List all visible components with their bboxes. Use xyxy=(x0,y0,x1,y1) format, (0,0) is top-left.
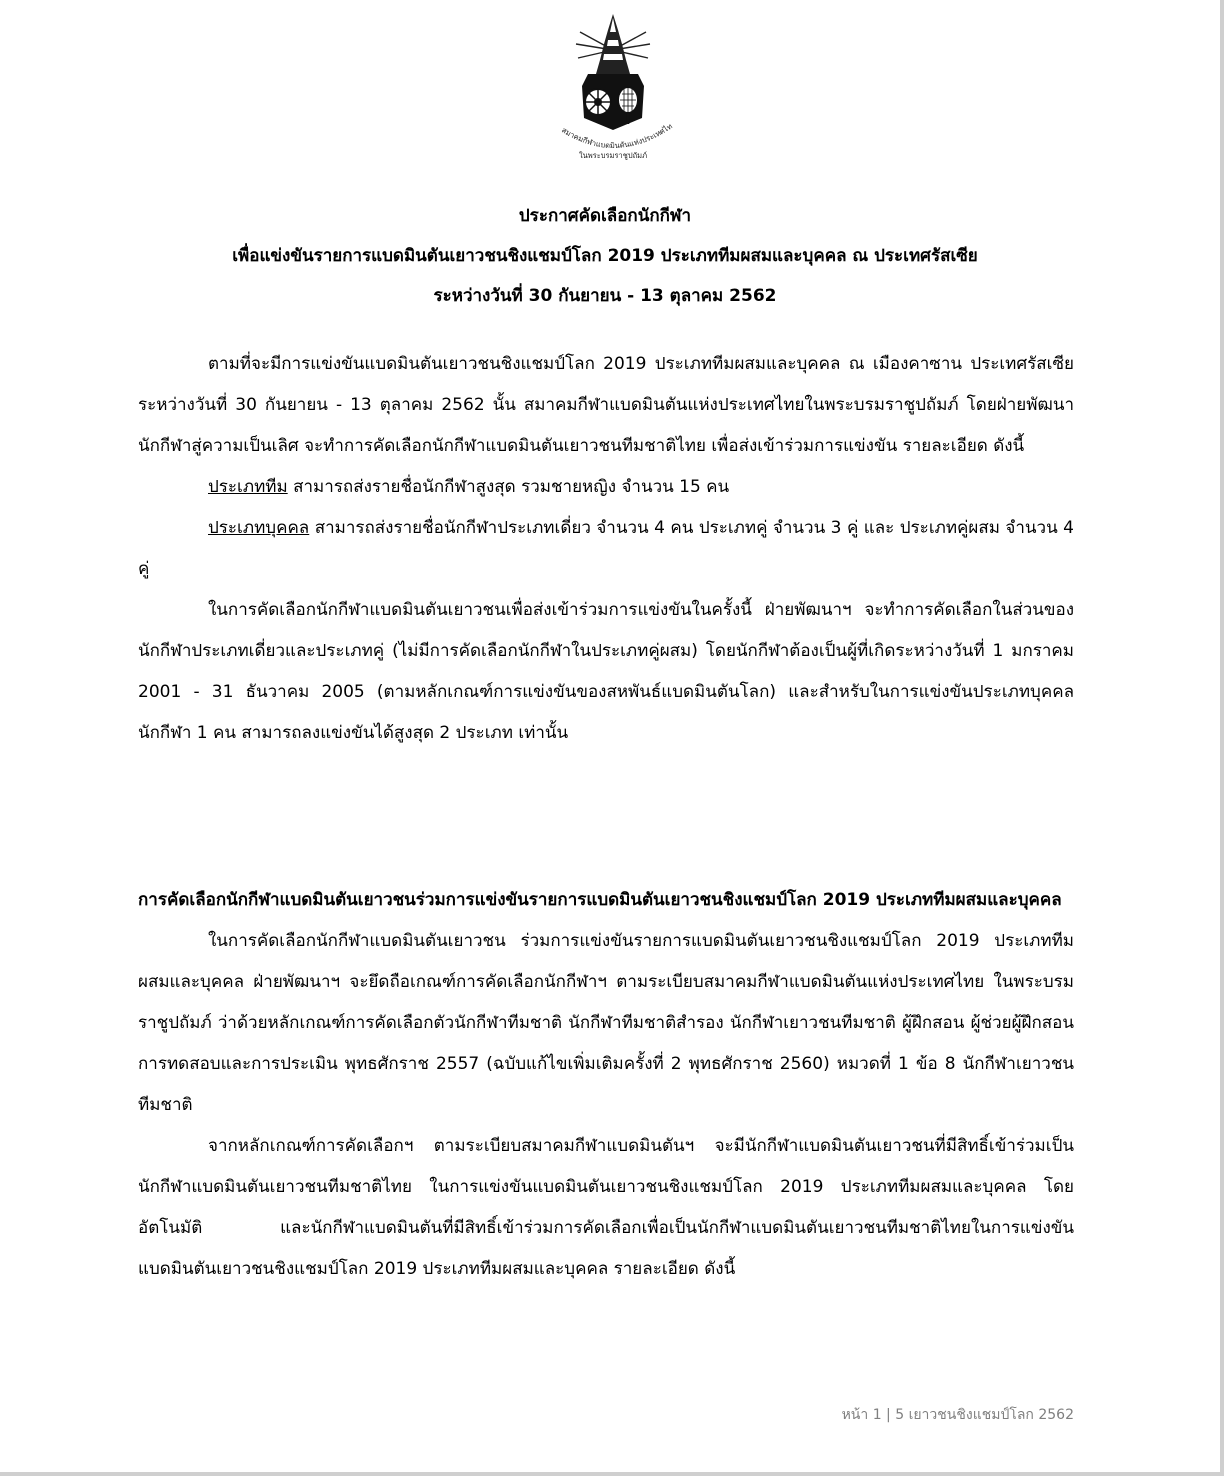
individual-category-line xyxy=(138,508,1074,590)
selection-section xyxy=(138,880,1074,1290)
emblem-caption-line2: ในพระบรมราชูปถัมภ์ xyxy=(578,151,648,160)
section-heading: การคัดเลือกนักกีฬาแบดมินตันเยาวชนร่วมการแข่งขันรายการแบดมินตันเยาวชนชิงแชมป์โลก 2019 ประเภททีมผสมและบุคคล xyxy=(138,890,1062,910)
team-category-text: สามารถส่งรายชื่อนักกีฬาสูงสุด รวมชายหญิง จำนวน 15 คน xyxy=(287,477,730,497)
individual-category-label: ประเภทบุคคล xyxy=(208,518,310,538)
team-category-line xyxy=(138,467,1074,508)
page-edge-shadow-bottom xyxy=(0,1472,1224,1476)
selection-criteria-paragraph: ในการคัดเลือกนักกีฬาแบดมินตันเยาวชนเพื่อส่งเข้าร่วมการแข่งขันในครั้งนี้ ฝ่ายพัฒนาฯ จะทำการคัดเลือกในส่วนของนักกีฬาประเภทเดี่ยวและประเภทคู่ (ไม่มีการคัดเลือกนักกีฬาในประเภทคู่ผสม) โดยนักกีฬาต้องเป็นผู้ที่เกิดระหว่างวันที่ 1 มกราคม 2001 - 31 ธันวาคม 2005 (ตามหลักเกณฑ์การแข่งขันของสหพันธ์แบดมินตันโลก) และสำหรับในการแข่งขันประเภทบุคคล นักกีฬา 1 คน สามารถลงแข่งขันได้สูงสุด 2 ประเภท เท่านั้น xyxy=(138,600,1074,743)
team-category-label: ประเภททีม xyxy=(208,477,288,497)
intro-paragraph: ตามที่จะมีการแข่งขันแบดมินตันเยาวชนชิงแชมป์โลก 2019 ประเภททีมผสมและบุคคล ณ เมืองคาซาน ประเทศรัสเซีย ระหว่างวันที่ 30 กันยายน - 13 ตุลาคม 2562 นั้น สมาคมกีฬาแบดมินตันแห่งประเทศไทยในพระบรมราชูปถัมภ์ โดยฝ่ายพัฒนานักกีฬาสู่ความเป็นเลิศ จะทำการคัดเลือกนักกีฬาแบดมินตันเยาวชนทีมชาติไทย เพื่อส่งเข้าร่วมการแข่งขัน รายละเอียด ดังนี้ xyxy=(138,354,1074,456)
association-emblem-icon xyxy=(548,10,678,165)
title-line-3: ระหว่างวันที่ 30 กันยายน - 13 ตุลาคม 2562 xyxy=(433,286,777,306)
intro-section xyxy=(138,344,1074,754)
page-footer: หน้า 1 | 5 เยาวชนชิงแชมป์โลก 2562 xyxy=(841,1407,1074,1423)
title-line-1: ประกาศคัดเลือกนักกีฬา xyxy=(518,206,692,226)
section-paragraph-2: จากหลักเกณฑ์การคัดเลือกฯ ตามระเบียบสมาคมกีฬาแบดมินตันฯ จะมีนักกีฬาแบดมินตันเยาวชนที่มีสิทธิ์เข้าร่วมเป็นนักกีฬาแบดมินตันเยาวชนทีมชาติไทย ในการแข่งขันแบดมินตันเยาวชนชิงแชมป์โลก 2019 ประเภททีมผสมและบุคคล โดยอัตโนมัติ และนักกีฬาแบดมินตันที่มีสิทธิ์เข้าร่วมการคัดเลือกเพื่อเป็นนักกีฬาแบดมินตันเยาวชนทีมชาติไทยในการแข่งขันแบดมินตันเยาวชนชิงแชมป์โลก 2019 ประเภททีมผสมและบุคคล รายละเอียด ดังนี้ xyxy=(138,1136,1074,1279)
title-line-2: เพื่อแข่งขันรายการแบดมินตันเยาวชนชิงแชมป์โลก 2019 ประเภททีมผสมและบุคคล ณ ประเทศรัสเซีย xyxy=(232,246,978,266)
emblem-caption-line1: สมาคมกีฬาแบดมินตันแห่งประเทศไท xyxy=(560,121,674,151)
individual-category-text: สามารถส่งรายชื่อนักกีฬาประเภทเดี่ยว จำนวน 4 คน ประเภทคู่ จำนวน 3 คู่ และ ประเภทคู่ผสม จำนวน 4 คู่ xyxy=(138,518,1074,579)
page-edge-shadow-right xyxy=(1220,0,1224,1476)
section-paragraph-1: ในการคัดเลือกนักกีฬาแบดมินตันเยาวชน ร่วมการแข่งขันรายการแบดมินตันเยาวชนชิงแชมป์โลก 2019 ประเภททีมผสมและบุคคล ฝ่ายพัฒนาฯ จะยึดถือเกณฑ์การคัดเลือกนักกีฬาฯ ตามระเบียบสมาคมกีฬาแบดมินตันแห่งประเทศไทย ในพระบรมราชูปถัมภ์ ว่าด้วยหลักเกณฑ์การคัดเลือกตัวนักกีฬาทีมชาติ นักกีฬาทีมชาติสำรอง นักกีฬาเยาวชนทีมชาติ ผู้ฝึกสอน ผู้ช่วยผู้ฝึกสอน การทดสอบและการประเมิน พุทธศักราช 2557 (ฉบับแก้ไขเพิ่มเติมครั้งที่ 2 พุทธศักราช 2560) หมวดที่ 1 ข้อ 8 นักกีฬาเยาวชนทีมชาติ xyxy=(138,931,1074,1115)
document-title xyxy=(100,196,1110,316)
